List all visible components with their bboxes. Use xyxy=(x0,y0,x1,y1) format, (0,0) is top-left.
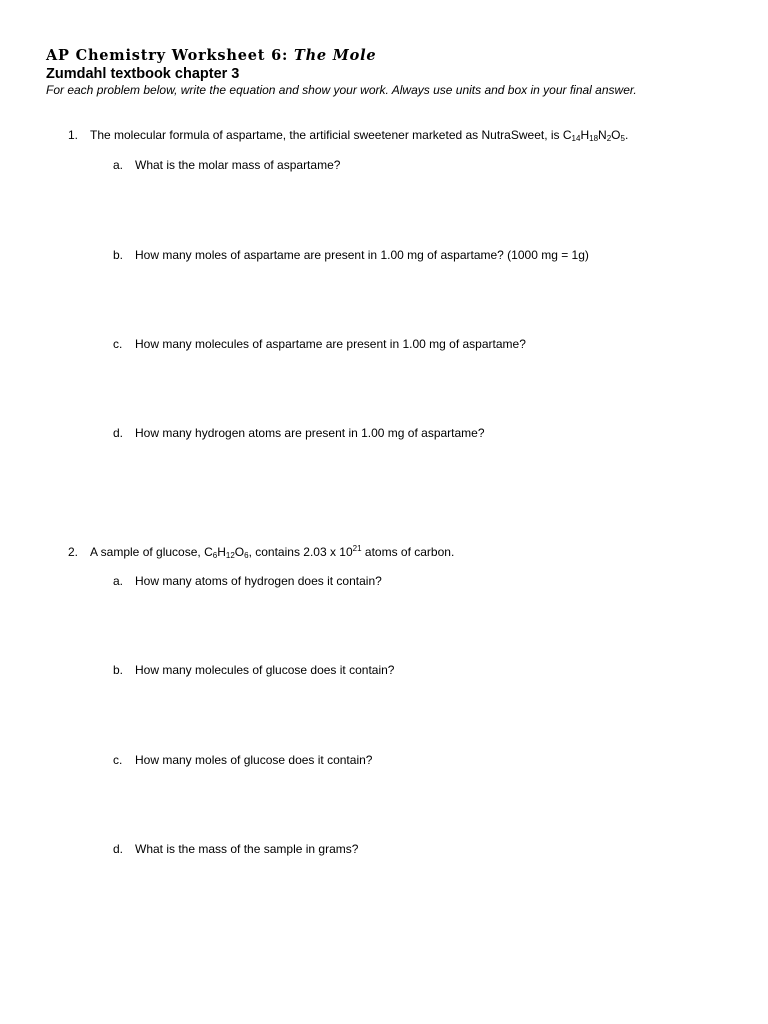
part-text: What is the mass of the sample in grams? xyxy=(135,842,359,856)
question-2-part-a xyxy=(113,574,382,588)
part-text: How many moles of glucose does it contain? xyxy=(135,753,373,767)
chemical-formula: $C_6H_{12}O_6$ xyxy=(204,545,249,560)
page-subtitle: Zumdahl textbook chapter 3 xyxy=(46,66,240,82)
part-letter: c. xyxy=(113,337,123,351)
question-2: 2. A sample of glucose, $C_6H_{12}O_6$, contains 2.03 x $10^{21}$ atoms of carbon. xyxy=(68,544,455,560)
part-text: How many hydrogen atoms are present in 1.00 mg of aspartame? xyxy=(135,426,485,440)
question-number: 1. xyxy=(68,128,79,142)
exponent: 21 xyxy=(352,544,362,553)
question-1-part-b xyxy=(113,248,589,262)
part-letter: a. xyxy=(113,158,124,172)
title-topic: The Mole xyxy=(294,47,377,64)
part-letter: b. xyxy=(113,248,124,262)
part-text: What is the molar mass of aspartame? xyxy=(135,158,341,172)
question-1-part-d xyxy=(113,426,485,440)
question-number: 2. xyxy=(68,545,79,559)
title-main: AP Chemistry Worksheet 6: xyxy=(46,47,289,64)
part-text: How many atoms of hydrogen does it contain? xyxy=(135,574,382,588)
part-letter: a. xyxy=(113,574,124,588)
question-text: A sample of glucose, xyxy=(90,545,205,559)
part-letter: d. xyxy=(113,842,124,856)
page-title xyxy=(46,47,376,64)
part-text: How many molecules of aspartame are present in 1.00 mg of aspartame? xyxy=(135,337,526,351)
part-text: How many molecules of glucose does it contain? xyxy=(135,663,395,677)
question-1-part-c xyxy=(113,337,526,351)
question-2-part-b xyxy=(113,663,394,677)
instructions: For each problem below, write the equation and show your work. Always use units and box in your final answer. xyxy=(46,83,637,97)
question-1: 1. The molecular formula of aspartame, the artificial sweetener marketed as NutraSweet, is $C_{14}H_{18}N_2O_5$. xyxy=(68,128,629,143)
chemical-formula: $C_{14}H_{18}N_2O_5$ xyxy=(562,128,625,143)
part-letter: d. xyxy=(113,426,124,440)
question-2-part-d xyxy=(113,842,358,856)
question-text: The molecular formula of aspartame, the artificial sweetener marketed as NutraSweet, is xyxy=(90,128,563,142)
part-text: How many moles of aspartame are present in 1.00 mg of aspartame? (1000 mg = 1g) xyxy=(135,248,589,262)
part-letter: c. xyxy=(113,753,123,767)
part-letter: b. xyxy=(113,663,124,677)
question-2-part-c xyxy=(113,753,372,767)
question-1-part-a xyxy=(113,158,340,172)
